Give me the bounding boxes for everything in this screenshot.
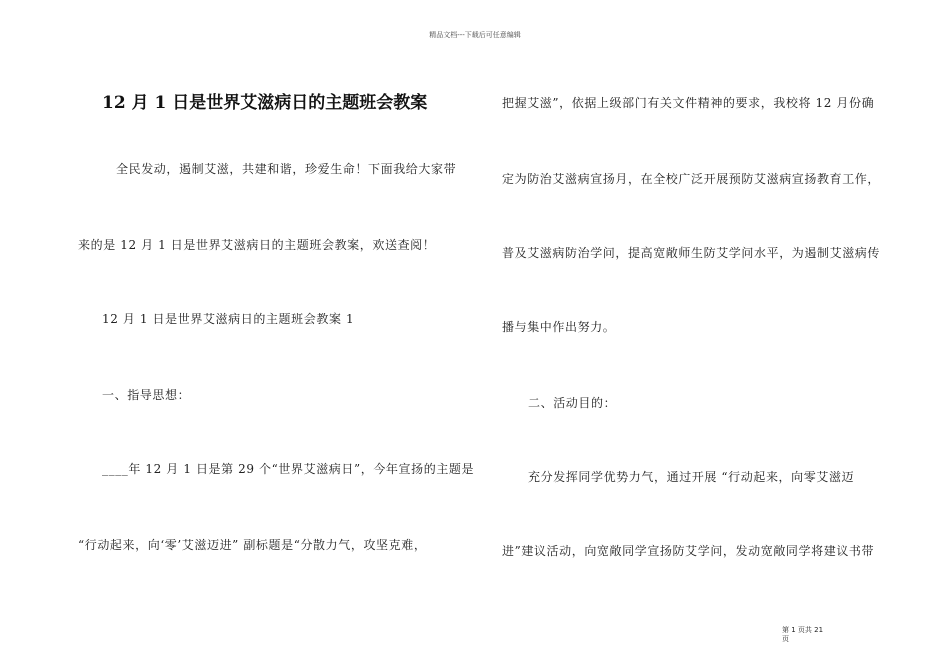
page-number [782,626,842,644]
paragraph-line: 把握艾滋”，依据上级部门有关文件精神的要求，我校将 12 月份确 [502,96,875,110]
header-note: 精品文档---下载后可任意编辑 [429,31,521,39]
paragraph-line: 定为防治艾滋病宣扬月，在全校广泛开展预防艾滋病宣扬教育工作， [502,172,881,186]
paragraph-line: 来的是 12 月 1 日是世界艾滋病日的主题班会教案，欢送查阅！ [78,238,436,252]
page-number-line: 第 1 页共 21 [782,626,824,634]
section-heading: 一、指导思想： [102,388,191,402]
section-heading: 二、活动目的： [528,396,617,410]
paragraph-line: 进”建议活动，向宽敞同学宣扬防艾学问，发动宽敞同学将建议书带 [502,544,875,558]
section-heading: 12 月 1 日是世界艾滋病日的主题班会教案 1 [102,312,355,326]
paragraph-line: 普及艾滋病防治学问，提高宽敞师生防艾学问水平，为遏制艾滋病传 [502,246,881,260]
paragraph-line: 播与集中作出努力。 [502,320,616,334]
document-title: 12 月 1 日是世界艾滋病日的主题班会教案 [102,93,428,113]
paragraph-line: “行动起来，向‘零’艾滋迈进” 副标题是“分散力气，攻坚克难， [78,538,427,552]
page-number-line: 页 [782,635,789,643]
paragraph-line: 全民发动，遏制艾滋，共建和谐，珍爱生命！下面我给大家带 [116,162,457,176]
paragraph-line: ____年 12 月 1 日是第 29 个“世界艾滋病日”，今年宣扬的主题是 [102,462,475,476]
paragraph-line: 充分发挥同学优势力气，通过开展 “行动起来，向零艾滋迈 [528,470,855,484]
